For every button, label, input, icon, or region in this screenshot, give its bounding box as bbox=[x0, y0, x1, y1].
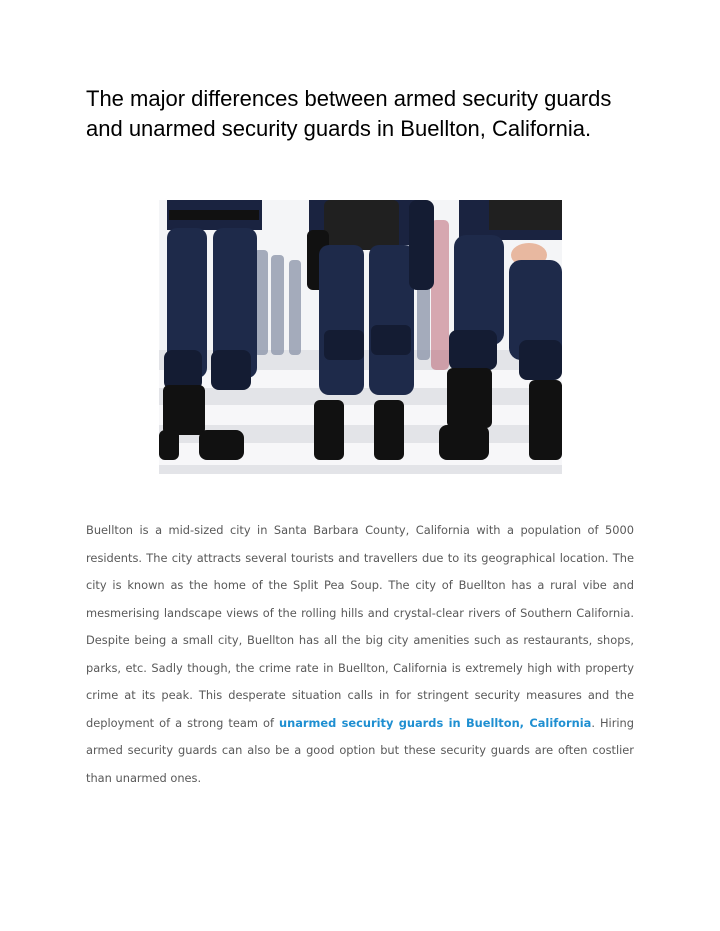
photo-illustration bbox=[159, 200, 562, 474]
paragraph-text-end: . Hiring armed security guards can also be a good option but these security guards are often costlier than unarmed ones. bbox=[86, 715, 634, 785]
paragraph-text-start: Buellton is a mid-sized city in Santa Barbara County, California with a population of 5000 residents. The city attracts several tourists and travellers due to its geographical location. The city is known as the home of the Split Pea Soup. The city of Buellton has a rural vibe and mesmerising landscape views of the rolling hills and crystal-clear rivers of Southern California. Despite being a small city, Buellton has all the big city amenities such as restaurants, shops, parks, etc. Sadly though, the crime rate in Buellton, California is extremely high with property crime at its peak. This desperate situation calls in for stringent security measures and the deployment of a strong team of bbox=[86, 523, 634, 730]
unarmed-guards-link[interactable]: unarmed security guards in Buellton, California bbox=[278, 715, 592, 730]
page-title: The major differences between armed security guards and unarmed security guards in Buellton, California. bbox=[86, 86, 612, 141]
body-paragraph bbox=[86, 517, 634, 792]
security-guards-photo bbox=[159, 200, 562, 474]
